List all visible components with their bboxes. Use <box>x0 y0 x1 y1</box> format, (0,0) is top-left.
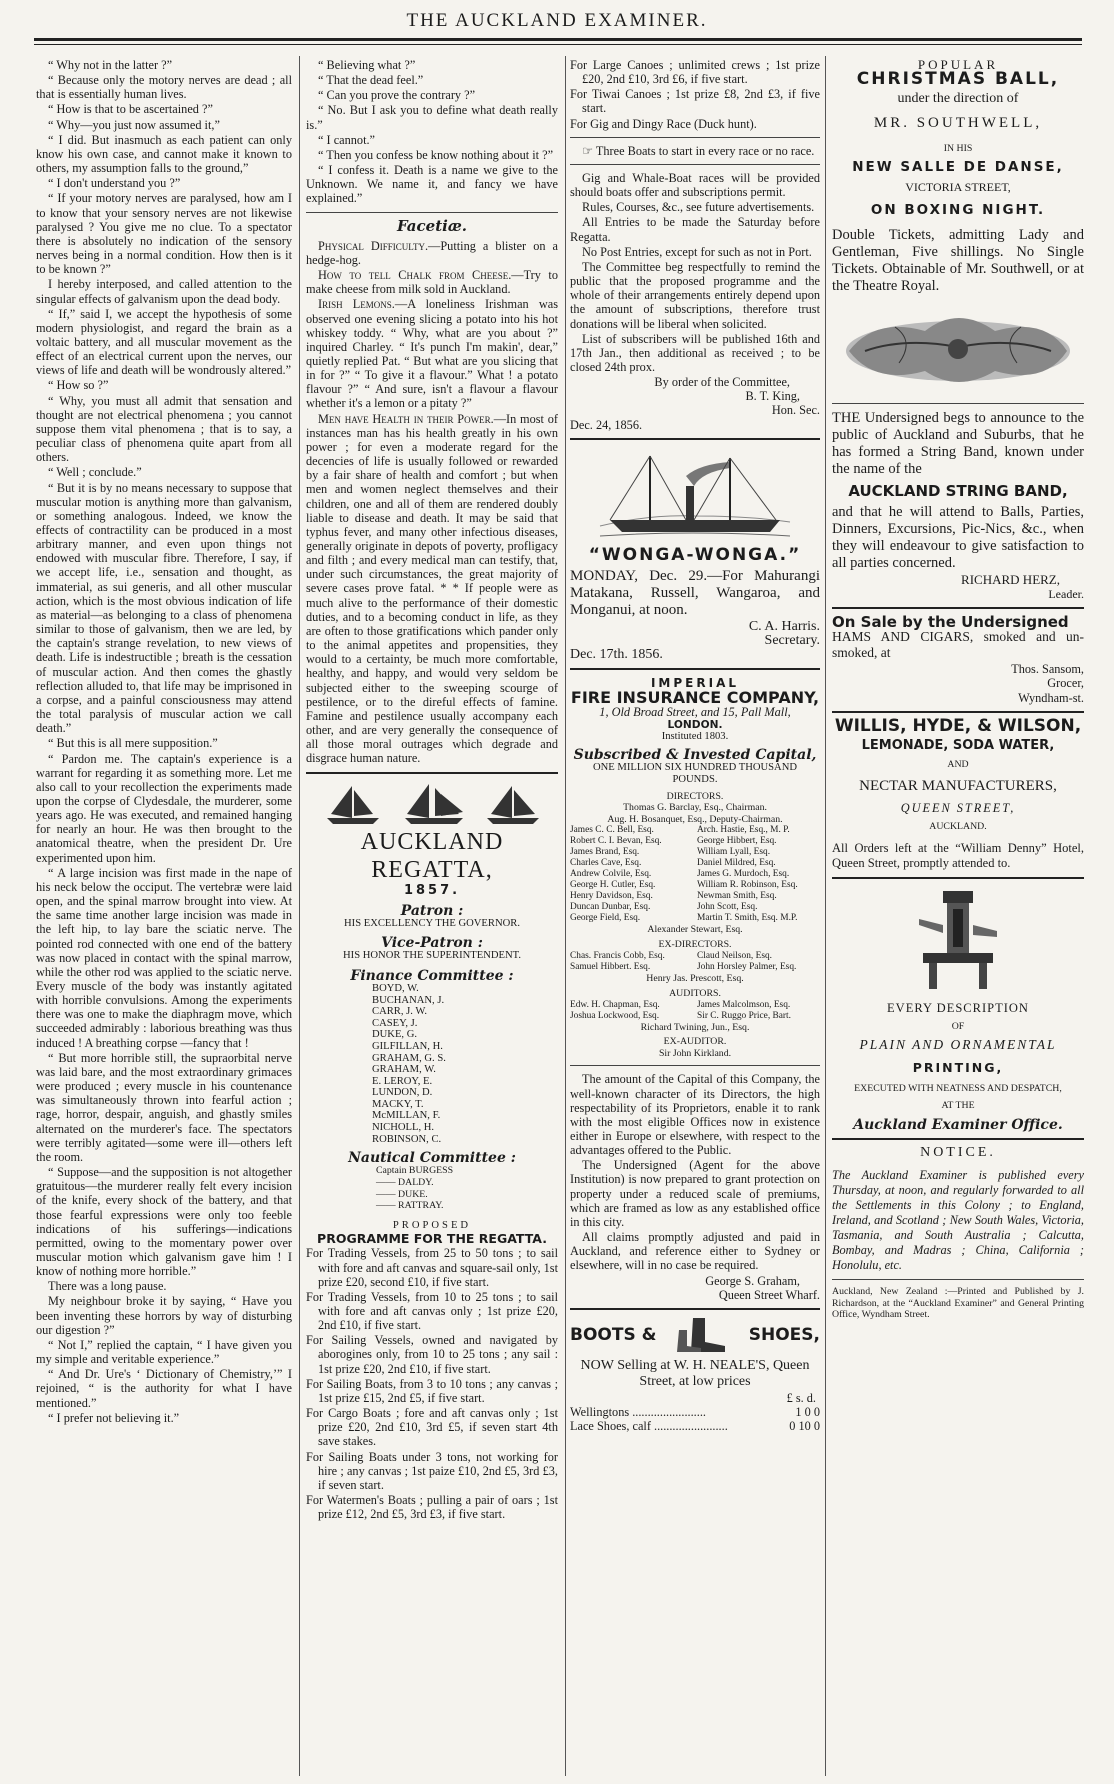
price-list <box>570 1405 820 1433</box>
sale-signature <box>832 662 1084 704</box>
price-value: 0 10 0 <box>789 1419 820 1434</box>
committee-member: McMILLAN, F. <box>372 1110 441 1122</box>
and-label: AND <box>947 759 969 771</box>
regatta-note: Rules, Courses, &c., see future advertisements. <box>582 200 815 215</box>
facetia-item <box>306 268 558 296</box>
column-4 <box>832 58 1084 1780</box>
committee-member: GILFILLAN, H. <box>372 1040 443 1052</box>
notice-heading: NOTICE. <box>920 1145 996 1160</box>
facetia-heading: Physical Difficulty. <box>318 238 429 253</box>
paragraph: “ Believing what ?” <box>318 58 416 72</box>
facetiae-heading: Facetiæ. <box>396 216 468 235</box>
committee-member: CASEY, J. <box>372 1017 418 1029</box>
committee-member: —— DALDY. <box>376 1177 434 1188</box>
race-entry: For Large Canoes ; unlimited crews ; 1st prize £20, 2nd £10, 3rd £6, if five start. <box>570 58 820 87</box>
paragraph: “ Why—you just now assumed it,” <box>48 117 220 132</box>
committee-member: BOYD, W. <box>372 982 419 994</box>
every-description: EVERY DESCRIPTION <box>887 1000 1029 1015</box>
agent-address: Queen Street Wharf. <box>718 1287 820 1302</box>
printing-press-icon <box>913 885 1003 995</box>
boats-illustration <box>317 780 547 826</box>
directors-heading: DIRECTORS. <box>666 790 724 802</box>
race-entry: For Cargo Boats ; fore and aft canvas only ; 1st prize £20, 2nd £10, 3rd £5, if seven start 4th save stakes. <box>306 1406 558 1449</box>
paragraph: The Undersigned (Agent for the above Institution) is now prepared to grant protection on property under a reduced scale of premiums, which are framed as low as any established office in this city. <box>570 1158 820 1229</box>
race-entry: For Gig and Dingy Race (Duck hunt). <box>570 116 757 131</box>
ex-directors-grid <box>570 951 820 973</box>
regatta-note: All Entries to be made the Saturday before Regatta. <box>570 215 820 244</box>
auditor: Edw. H. Chapman, Esq. <box>570 999 660 1010</box>
insurance-instituted: Instituted 1803. <box>661 731 729 743</box>
committee-member: BUCHANAN, J. <box>372 994 445 1006</box>
ship-schedule: MONDAY, Dec. 29.—For Mahurangi Matakana, Russell, Wangaroa, and Monganui, at noon. <box>570 567 820 618</box>
salle-title: NEW SALLE DE DANSE, <box>852 159 1064 176</box>
auckland-label: AUCKLAND. <box>929 821 987 832</box>
paragraph: “ I cannot.” <box>318 132 376 147</box>
paragraph: “ How is that to be ascertained ?” <box>48 102 213 117</box>
facetia-item <box>306 412 558 766</box>
ex-director: Samuel Hibbert. Esq. <box>570 961 651 972</box>
ship-agent: C. A. Harris. <box>748 618 820 634</box>
auditors-heading: AUDITORS. <box>669 988 721 1000</box>
price-item: Wellingtons ........................ <box>570 1405 706 1419</box>
paragraph: All claims promptly adjusted and paid in Auckland, and reference either to Sydney or elsewhere, will in no case be required. <box>570 1230 820 1273</box>
column-3 <box>570 58 820 1780</box>
paragraph: “ But more horrible still, the supraorbital nerve was laid bare, and the most extraordinary grimaces were produced ; every muscle in his countenance was simultaneously thrown into fearful action ; rage, horror, despair, anguish, and ghastly smiles alternated on the murderer's face. The spectators were terribly agitated—some were ill—others left the room. <box>36 1050 292 1164</box>
auditors-grid <box>570 1000 820 1022</box>
price-value: 1 0 0 <box>795 1405 820 1419</box>
facetia-text: —Try to make cheese from milk sold in Auckland. <box>306 268 558 297</box>
band-intro: THE Undersigned begs to announce to the public of Auckland and Suburbs, that he has formed a String Band, known under the name of the <box>832 409 1084 477</box>
band-name: AUCKLAND STRING BAND, <box>848 481 1068 500</box>
director: James C. C. Bell, Esq. <box>570 825 654 836</box>
committee-member: CARR, J. W. <box>372 1006 428 1018</box>
director: Duncan Dunbar, Esq. <box>570 901 651 912</box>
regatta-year: 1857. <box>403 882 461 898</box>
paragraph: “ No. But I ask you to define what death really is.” <box>306 103 558 132</box>
nautical-committee-list <box>306 1165 558 1211</box>
paragraph: “ But it is by no means necessary to suppose that muscular motion is anything more than galvanism, or something analogous. Indeed, we know the effects of contractility can be produced in a most arbitrary manner, and even upon things not endowed with muscular fibre. Therefore, I say, if we accept life, i.e., sensation and thought, as immaterial, as sui generis, and all other muscular action, which is the most obvious indication of life as material—as belonging to a class of phenomena similar to those of galvanism, then we are led, by the captain's strange revelation, to new views of death. Life is indestructible ; breath is the cessation of muscular action. And then comes the ghastly reflection alluded to, that life may be imprisoned in a corpse, and a painful consciousness may attend the total paralysis of muscular action we call death.” <box>36 480 292 736</box>
committee-member: —— RATTRAY. <box>376 1200 444 1212</box>
director: George H. Cutler, Esq. <box>570 879 656 890</box>
director: John Scott, Esq. <box>697 901 758 912</box>
price-item: Lace Shoes, calf ........................ <box>570 1419 728 1434</box>
director: Henry Davidson, Esq. <box>570 890 653 901</box>
paragraph: “ And Dr. Ure's ‘ Dictionary of Chemistry,’” I rejoined, “ is the authority for what I have mentioned.” <box>36 1367 292 1410</box>
boxing-night: ON BOXING NIGHT. <box>870 201 1046 218</box>
committee-member: LUNDON, D. <box>372 1087 433 1099</box>
vice-patron-heading: Vice-Patron : <box>381 935 483 952</box>
director: James Brand, Esq. <box>570 847 640 858</box>
committee-member: —— DUKE. <box>376 1188 428 1200</box>
boots-label: BOOTS & <box>570 1324 657 1345</box>
facetia-text: —A loneliness Irishman was observed one evening slicing a potato into his hot whiskey toddy. “ Why, what are you about ?” inquired Charley. “ It's punch I'm makin', dear,” quietly replied Pat. “ But what are you slicing that in for ?” “ To give it a flavour.” What ! a potato flavour ?” “ And sure, isn't a flavour a flavour whether it's a lemon or a pitaty ?” <box>306 297 558 411</box>
dialog-continued <box>306 58 558 206</box>
ship-date: Dec. 17th. 1856. <box>570 647 663 663</box>
committee-member: NICHOLL, H. <box>372 1122 435 1134</box>
ex-director: Claud Neilson, Esq. <box>697 950 772 961</box>
race-entry: For Sailing Vessels, owned and navigated by aborogines only, from 10 to 25 tons ; any sail : 1st prize £20, 2nd £10, if five start. <box>306 1333 558 1376</box>
committee-member: Captain BURGESS <box>376 1165 454 1177</box>
regatta-note: The Committee beg respectfully to remind the public that the proposed programme and the whole of their arrangements entirely depend upon the amount of subscriptions, therefore trust donations will be liberal when solicited. <box>570 259 820 331</box>
auditor: Joshua Lockwood, Esq. <box>570 1010 660 1021</box>
by-order: By order of the Committee, <box>654 375 790 390</box>
sale-signature-line: Wyndham-st. <box>1018 690 1084 705</box>
band-text: and that he will attend to Balls, Parties, Dinners, Excursions, Pic-Nics, &c., when they will endeavour to give satisfaction to all parties concerned. <box>832 503 1084 571</box>
director: George Field, Esq. <box>570 912 641 923</box>
director-last: Alexander Stewart, Esq. <box>647 923 743 935</box>
proposed-label: PROPOSED <box>392 1219 472 1231</box>
venue-street: VICTORIA STREET, <box>905 180 1011 195</box>
notice-date: Dec. 24, 1856. <box>570 417 643 432</box>
chairman: Aug. H. Bosanquet, Esq., Deputy-Chairman. <box>607 813 783 825</box>
sale-heading: On Sale by the Undersigned <box>832 613 1069 632</box>
race-entry: For Sailing Boats under 3 tons, not working for hire ; any canvas ; 1st paize £10, 2nd £5, 3rd £3, if seven start. <box>306 1449 558 1492</box>
paragraph: “ Then you confess be know nothing about it ?” <box>318 147 554 162</box>
nectar-line: NECTAR MANUFACTURERS, <box>859 777 1057 794</box>
regatta-continued <box>570 58 820 131</box>
committee-member: DUKE, G. <box>372 1029 418 1041</box>
race-entry: For Watermen's Boats ; pulling a pair of oars ; 1st prize £12, 2nd £5, 3rd £3, if five start. <box>306 1493 558 1522</box>
insurance-city: LONDON. <box>667 718 723 731</box>
insurance-title-1: IMPERIAL <box>650 676 740 691</box>
regatta-title: AUCKLAND REGATTA, <box>360 828 504 883</box>
paragraph: “ A large incision was first made in the nape of his neck below the occiput. The vertebræ were laid open, and the spinal marrow brought into view. At the same time another large incision was made in the left hip, to lay bare the sciatic nerve. The pointed rod connected with one end of the battery was now placed in contact with the spinal marrow, while the other rod was applied to the sciatic nerve. Every muscle of the body was instantly agitated with horrible convulsions. Among the experiments there was one to make the diaphragm move, which succeeded admirably : laborious breathing was thus induced ! A breathing corpse —fancy that ! <box>36 865 292 1050</box>
masthead-rule-thin <box>34 44 1082 45</box>
paragraph: “ Because only the motory nerves are dead ; all that is essentially human lives. <box>36 73 292 102</box>
at-the-label: AT THE <box>941 1100 975 1112</box>
boots-header <box>570 1316 820 1354</box>
price-header: £ s. d. <box>786 1390 816 1405</box>
vice-patron: HIS HONOR THE SUPERINTENDENT. <box>343 950 521 962</box>
agent-name: George S. Graham, <box>705 1273 800 1288</box>
facetia-heading: Men have Health in their Power. <box>318 411 494 426</box>
paragraph: I hereby interposed, and called attention to the singular effects of galvanism upon the dead body. <box>36 277 292 306</box>
sale-signature-line: Thos. Sansom, <box>1011 662 1084 677</box>
examiner-office: Auckland Examiner Office. <box>853 1116 1063 1133</box>
ship-name: “WONGA-WONGA.” <box>588 544 802 565</box>
chairman: Thomas G. Barclay, Esq., Chairman. <box>623 802 767 814</box>
willis-title: WILLIS, HYDE, & WILSON, <box>834 715 1082 736</box>
finance-committee-heading: Finance Committee : <box>350 967 514 984</box>
patron-heading: Patron : <box>400 902 464 919</box>
column-2 <box>306 58 558 1780</box>
paragraph: “ Why not in the latter ?” <box>48 58 173 72</box>
paragraph: The amount of the Capital of this Company, the well-known character of its Directors, the high respectability of its Proprietors, enable it to rank with the most eligible Offices now in existence either in Europe or elsewhere, with respect to the advantages offered to the Public. <box>570 1072 820 1158</box>
boot-icon <box>673 1316 733 1354</box>
executed-line: EXECUTED WITH NEATNESS AND DESPATCH, <box>854 1082 1062 1094</box>
director: George Hibbert, Esq. <box>697 836 777 847</box>
ex-directors-heading: EX-DIRECTORS. <box>658 939 732 951</box>
director: Andrew Colvile, Esq. <box>570 869 652 880</box>
committee-member: MACKY, T. <box>372 1098 424 1110</box>
column-divider <box>825 56 826 1776</box>
ex-director: John Horsley Palmer, Esq. <box>697 961 797 972</box>
committee-member: GRAHAM, G. S. <box>372 1052 446 1064</box>
directors-grid <box>570 825 820 923</box>
band-leader: RICHARD HERZ, <box>961 571 1060 587</box>
facetia-text: —In most of instances man has his health greatly in his own power ; for even a moderate regard for the decencies of life is usually followed or rewarded by a fair share of health and comfort ; but when men and women neglect themselves and their children, one and all of them are rendered doubly liable to disease and death. It may be said that typhus fever, and many other infectious diseases, generally originate in depots of poverty, profligacy and filth ; and every medical man can testify, that, under such circumstances, the great majority of severe cases prove fatal. * * If people were as much alive to the performance of their domestic duties, and to a becoming conduct in life, as they are often to those gratifications which pander only to the animal appetites and propensities, they would to a certainty, be much more comfortable, healthy, and happy, and would very seldom be subjected either to the sweeping scourge of pestilence, or to the direful effects of famine. Famine and pestilence usually accompany each other, and are very generally the consequence of all those moral outrages which degrade and disgrace human nature. <box>306 411 558 766</box>
insurance-body <box>570 1072 820 1272</box>
three-boats-note: ☞ Three Boats to start in every race or no race. <box>582 143 815 158</box>
nautical-committee-heading: Nautical Committee : <box>348 1150 516 1167</box>
printer-imprint: Auckland, New Zealand :—Printed and Published by J. Richardson, at the “Auckland Examiner” and General Printing Office, Wyndham Street. <box>832 1286 1084 1321</box>
paragraph: “ Why, you must all admit that sensation and thought are not electrical phenomena ; you cannot suppose them vital phenomena ; that is to say, a peculiar class of phenomena quite apart from all others. <box>36 393 292 465</box>
ex-auditor-heading: EX-AUDITOR. <box>663 1036 727 1048</box>
director: Martin T. Smith, Esq. M.P. <box>697 912 798 923</box>
boots-text: NOW Selling at W. H. NEALE'S, Queen Street, at low prices <box>580 1357 810 1389</box>
insurance-title-2: FIRE INSURANCE COMPANY, <box>570 687 820 707</box>
director: Arch. Hastie, Esq., M. P. <box>697 825 790 836</box>
popular-label: POPULAR <box>917 58 999 72</box>
regatta-note: No Post Entries, except for such as not in Port. <box>582 244 812 259</box>
paragraph: “ Pardon me. The captain's experience is a warrant for regarding it as something more. Let me also call to your recollection the experiments made upon the corpse of Clydesdale, the murderer, some years ago. He was executed, and remained hanging for nearly an hour. He was then brought to the anatomical theatre, when the president Dr. Ure experimented upon him. <box>36 751 292 865</box>
orders-text: All Orders left at the “William Denny” Hotel, Queen Street, promptly attended to. <box>832 840 1084 870</box>
facetia-heading: How to tell Chalk from Cheese. <box>318 268 512 283</box>
director: William Lyall, Esq. <box>697 847 771 858</box>
ornamental-scroll <box>835 297 1081 397</box>
ball-title: CHRISTMAS BALL, <box>856 69 1060 90</box>
race-entry: For Sailing Boats, from 3 to 10 tons ; any canvas ; 1st prize £15, 2nd £5, if five start. <box>306 1376 558 1405</box>
column-divider <box>299 56 300 1776</box>
auditor: Sir C. Ruggo Price, Bart. <box>697 1010 792 1021</box>
facetia-item <box>306 239 558 267</box>
queen-street: QUEEN STREET, <box>900 800 1016 815</box>
sale-signature-line: Grocer, <box>1047 676 1084 691</box>
facetia-heading: Irish Lemons. <box>318 297 395 312</box>
band-leader-role: Leader. <box>1048 587 1084 601</box>
auditor: James Malcolmson, Esq. <box>697 999 791 1010</box>
paragraph: “ If,” said I, we accept the hypothesis of some modern physiologist, and regard the brain as a voltaic battery, and all muscular movement as the effect of an electrical current upon the nerves, our views of life and death will be wondrously altered.” <box>36 306 292 378</box>
programme-list <box>306 1246 558 1521</box>
paragraph: “ That the dead feel.” <box>318 73 424 88</box>
director: Newman Smith, Esq. <box>697 890 777 901</box>
race-entry: For Tiwai Canoes ; 1st prize £8, 2nd £3, if five start. <box>570 87 820 116</box>
paragraph: “ Suppose—and the supposition is not altogether gratuitous—the murderer really felt every incision of the knife, every shock of the battery, and that those fearful expressions were only too feeble indications of his sufferings—indications permitted, owing to the momentary power over muscular motion which galvanism gave him ! I know of nothing more horrible.” <box>36 1165 292 1279</box>
director: Daniel Mildred, Esq. <box>697 858 776 869</box>
masthead: THE AUCKLAND EXAMINER. <box>406 10 708 31</box>
direction-label: under the direction of <box>897 91 1019 107</box>
sale-text: HAMS AND CIGARS, smoked and un-smoked, at <box>832 629 1084 661</box>
column-1 <box>36 58 292 1780</box>
organizer: MR. SOUTHWELL, <box>873 115 1043 132</box>
regatta-note: Gig and Whale-Boat races will be provided should boats offer and subscriptions permit. <box>570 170 820 200</box>
patron: HIS EXCELLENCY THE GOVERNOR. <box>344 917 520 929</box>
committee-member: ROBINSON, C. <box>372 1133 442 1145</box>
masthead-rule <box>34 38 1082 41</box>
paragraph: “ But this is all mere supposition.” <box>48 736 218 751</box>
paragraph: “ If your motory nerves are paralysed, how am I to know that your sensory nerves are not likewise paralysed ? You give me no clue. To a spectator there is absolutely no indication of the sensory nerves being in a normal condition. How then is it to be known ?” <box>36 191 292 277</box>
programme-title: PROGRAMME FOR THE REGATTA. <box>317 1231 547 1247</box>
facetia-text: —Putting a blister on a hedge-hog. <box>306 238 558 267</box>
notice-text: The Auckland Examiner is published every Thursday, at noon, and regularly forwarded to all the Settlements in this Colony ; to England, Ireland, and Scotland ; New South Wales, Victoria, Tasmania, and South Australia ; Calcutta, Bombay, and Madras ; China, California ; Honolulu, etc. <box>832 1168 1084 1273</box>
in-his-label: IN HIS <box>943 142 973 154</box>
paragraph: “ I don't understand you ?” <box>48 176 181 191</box>
facetia-item <box>306 297 558 410</box>
paragraph: “ I did. But inasmuch as each patient can only know his own case, and cannot make it known to others, my assumption falls to the ground,” <box>36 132 292 176</box>
secretary-name: B. T. King, <box>745 389 800 404</box>
paragraph: “ I confess it. Death is a name we give to the Unknown. We name it, and fancy we have explained.” <box>306 163 558 206</box>
paragraph: “ Not I,” replied the captain, “ I have given you my simple and veritable experience.” <box>36 1337 292 1367</box>
secretary-role: Hon. Sec. <box>771 403 820 418</box>
auditor-last: Richard Twining, Jun., Esq. <box>640 1021 750 1033</box>
printing-label: PRINTING, <box>912 1059 1004 1075</box>
race-entry: For Trading Vessels, from 10 to 25 tons ; to sail with fore and aft canvas only ; 1st prize £20, 2nd £10, if five start. <box>306 1289 558 1333</box>
committee-member: E. LEROY, E. <box>372 1075 433 1087</box>
ex-director: Chas. Francis Cobb, Esq. <box>570 950 665 961</box>
insurance-address: 1, Old Broad Street, and 15, Pall Mall, <box>599 704 791 719</box>
paragraph: “ How so ?” <box>48 378 109 393</box>
capital: ONE MILLION SIX HUNDRED THOUSAND POUNDS. <box>592 761 798 786</box>
paragraph: “ Can you prove the contrary ?” <box>318 88 476 103</box>
price-row <box>570 1405 820 1419</box>
paragraph: There was a long pause. <box>48 1279 167 1294</box>
shoes-label: SHOES, <box>748 1324 820 1345</box>
capital-heading: Subscribed & Invested Capital, <box>573 746 817 763</box>
director: James G. Murdoch, Esq. <box>697 869 790 880</box>
ex-auditor: Sir John Kirkland. <box>658 1047 732 1059</box>
director: William R. Robinson, Esq. <box>697 879 798 890</box>
paragraph: My neighbour broke it by saying, “ Have you been inventing these horrors by way of disturbing our digestion ?” <box>36 1294 292 1337</box>
race-entry: For Trading Vessels, from 25 to 50 tons ; to sail with fore and aft canvas and square-sail only, 1st prize £20, second £10, if five start. <box>306 1246 558 1289</box>
director: Robert C. I. Bevan, Esq. <box>570 836 662 847</box>
finance-committee-list <box>306 983 558 1145</box>
ex-director-last: Henry Jas. Prescott, Esq. <box>646 972 744 984</box>
steamship-illustration <box>590 446 800 546</box>
regatta-note: List of subscribers will be published 16th and 17th Jan., then additional as received ; to be closed 24th prox. <box>570 331 820 374</box>
facetiae-list <box>306 239 558 766</box>
plain-ornamental: PLAIN AND ORNAMENTAL <box>859 1037 1057 1053</box>
committee-member: GRAHAM, W. <box>372 1064 436 1076</box>
director: Charles Cave, Esq. <box>570 858 642 869</box>
regatta-notes <box>570 171 820 374</box>
paragraph: “ Well ; conclude.” <box>48 465 142 480</box>
price-row <box>570 1419 820 1433</box>
ticket-info: Double Tickets, admitting Lady and Gentleman, Five shillings. No Single Tickets. Obtainable of Mr. Southwell, or at the Theatre Royal. <box>832 226 1084 294</box>
lemonade-line: LEMONADE, SODA WATER, <box>861 737 1055 753</box>
chairmen <box>570 802 820 825</box>
column-divider <box>565 56 566 1776</box>
of-label: OF <box>951 1020 965 1032</box>
ship-agent-role: Secretary. <box>764 633 820 649</box>
paragraph: “ I prefer not believing it.” <box>48 1410 180 1425</box>
